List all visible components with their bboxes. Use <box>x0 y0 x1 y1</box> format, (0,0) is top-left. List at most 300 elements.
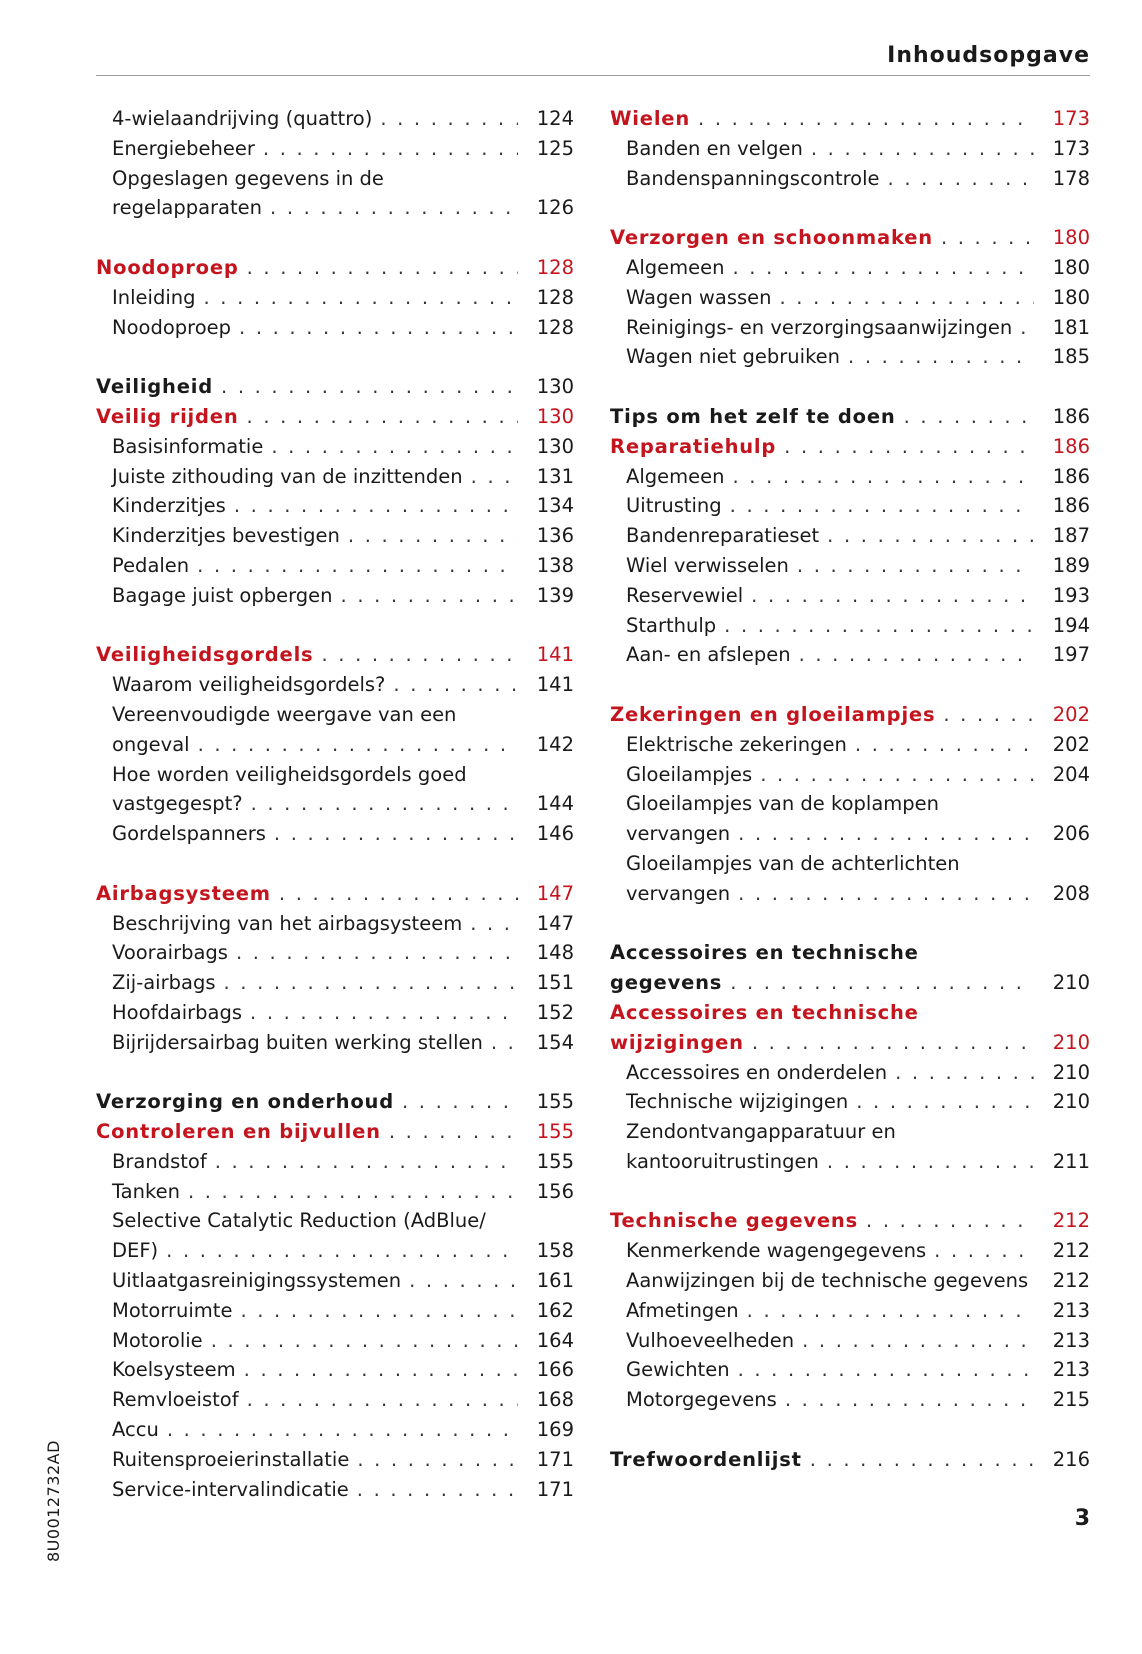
toc-chapter-entry[interactable] <box>610 223 1090 253</box>
toc-entry-page: 155 <box>536 1120 574 1144</box>
dot-leader <box>188 1177 518 1207</box>
toc-entry[interactable] <box>96 730 574 760</box>
toc-entry-label: Inleiding <box>96 283 203 313</box>
toc-entry[interactable] <box>610 1058 1090 1088</box>
toc-entry-label: ongeval <box>96 730 198 760</box>
toc-entry[interactable] <box>96 819 574 849</box>
dot-leader <box>471 462 518 492</box>
toc-right-column <box>610 104 1090 1475</box>
toc-entry-page: 181 <box>1052 315 1090 339</box>
dot-leader <box>247 1385 518 1415</box>
dot-leader <box>941 223 1034 253</box>
toc-entry-page: 139 <box>536 583 574 607</box>
toc-chapter-entry[interactable] <box>96 253 574 283</box>
toc-entry-page: 151 <box>536 971 574 995</box>
toc-entry-label: Opgeslagen gegevens in de <box>96 164 392 194</box>
toc-entry-page: 206 <box>1052 822 1090 846</box>
toc-entry-label: Uitrusting <box>610 491 730 521</box>
toc-entry-page: 128 <box>536 315 574 339</box>
toc-entry-label: Hoe worden veiligheidsgordels goed <box>96 760 475 790</box>
toc-entry-page: 208 <box>1052 881 1090 905</box>
dot-leader <box>409 1266 518 1296</box>
toc-entry[interactable] <box>96 760 574 790</box>
toc-chapter-entry[interactable] <box>610 1206 1090 1236</box>
dot-leader <box>263 134 518 164</box>
toc-entry-page: 162 <box>536 1298 574 1322</box>
toc-entry-label: Technische wijzigingen <box>610 1087 856 1117</box>
toc-entry-page: 189 <box>1052 553 1090 577</box>
toc-entry[interactable] <box>96 551 574 581</box>
toc-entry[interactable] <box>610 581 1090 611</box>
toc-entry-label: Bandenreparatieset <box>610 521 827 551</box>
toc-entry[interactable] <box>96 491 574 521</box>
toc-entry-label: Waarom veiligheidsgordels? <box>96 670 393 700</box>
toc-entry[interactable] <box>610 1266 1090 1296</box>
toc-entry-page: 169 <box>536 1418 574 1442</box>
toc-entry-label: Selective Catalytic Reduction (AdBlue/ <box>96 1206 494 1236</box>
toc-entry-label: Starthulp <box>610 611 724 641</box>
toc-entry-page: 210 <box>1052 971 1090 995</box>
dot-leader <box>389 1117 518 1147</box>
dot-leader <box>239 313 518 343</box>
toc-spacer <box>96 223 574 253</box>
dot-leader <box>240 1296 518 1326</box>
toc-entry-page: 141 <box>536 643 574 667</box>
toc-entry-page: 210 <box>1052 1060 1090 1084</box>
toc-spacer <box>96 342 574 372</box>
toc-entry[interactable] <box>610 1087 1090 1117</box>
toc-part-entry[interactable] <box>610 402 1090 432</box>
toc-entry-label: Remvloeistof <box>96 1385 247 1415</box>
page-header-title: Inhoudsopgave <box>887 43 1090 68</box>
dot-leader <box>738 819 1034 849</box>
toc-entry[interactable] <box>96 789 574 819</box>
toc-entry-page: 202 <box>1052 732 1090 756</box>
toc-entry[interactable] <box>610 164 1090 194</box>
toc-entry[interactable] <box>96 1177 574 1207</box>
toc-entry-label: Juiste zithouding van de inzittenden <box>96 462 471 492</box>
dot-leader <box>215 1147 518 1177</box>
toc-entry[interactable] <box>96 1445 574 1475</box>
dot-leader <box>732 462 1034 492</box>
dot-leader <box>797 551 1034 581</box>
header-divider <box>96 75 1090 76</box>
toc-entry-label: Verzorgen en schoonmaken <box>610 223 941 253</box>
toc-entry-page: 211 <box>1052 1149 1090 1173</box>
toc-entry-page: 185 <box>1052 345 1090 369</box>
dot-leader <box>198 730 518 760</box>
toc-entry[interactable] <box>96 521 574 551</box>
toc-entry-page: 193 <box>1052 583 1090 607</box>
toc-entry-page: 213 <box>1052 1298 1090 1322</box>
dot-leader <box>221 372 518 402</box>
toc-entry-page: 210 <box>1052 1030 1090 1054</box>
toc-entry-page: 173 <box>1052 136 1090 160</box>
toc-entry-page: 187 <box>1052 524 1090 548</box>
dot-leader <box>784 432 1034 462</box>
dot-leader <box>866 1206 1034 1236</box>
toc-spacer <box>610 372 1090 402</box>
toc-entry-page: 202 <box>1052 702 1090 726</box>
toc-entry[interactable] <box>96 998 574 1028</box>
toc-entry-label: Wiel verwisselen <box>610 551 797 581</box>
dot-leader <box>751 581 1034 611</box>
toc-spacer <box>96 849 574 879</box>
toc-entry-label: Reparatiehulp <box>610 432 784 462</box>
toc-entry-label: vervangen <box>610 819 738 849</box>
dot-leader <box>380 104 518 134</box>
toc-entry-label: Brandstof <box>96 1147 215 1177</box>
toc-entry[interactable] <box>96 968 574 998</box>
dot-leader <box>888 164 1034 194</box>
toc-entry-label: Banden en velgen <box>610 134 811 164</box>
toc-entry-label: Tanken <box>96 1177 188 1207</box>
dot-leader <box>738 879 1034 909</box>
toc-entry-label: Trefwoordenlijst <box>610 1445 810 1475</box>
toc-entry-label: DEF) <box>96 1236 166 1266</box>
document-code: 8U0012732AD <box>44 1440 63 1562</box>
toc-entry-page: 130 <box>536 434 574 458</box>
dot-leader <box>738 1355 1034 1385</box>
dot-leader <box>357 1445 518 1475</box>
dot-leader <box>895 1058 1034 1088</box>
toc-entry-label: gegevens <box>610 968 730 998</box>
toc-entry[interactable] <box>96 193 574 223</box>
toc-entry-page: 130 <box>536 375 574 399</box>
toc-chapter-entry[interactable] <box>96 1117 574 1147</box>
dot-leader <box>724 611 1034 641</box>
toc-entry-label: Voorairbags <box>96 938 236 968</box>
toc-entry-page: 134 <box>536 494 574 518</box>
toc-entry-label: Bijrijdersairbag buiten werking stellen <box>96 1028 491 1058</box>
toc-entry[interactable] <box>610 640 1090 670</box>
dot-leader <box>730 968 1034 998</box>
dot-leader <box>1020 313 1034 343</box>
toc-entry[interactable] <box>96 283 574 313</box>
toc-entry-label: Veiligheid <box>96 372 221 402</box>
toc-entry-label: Motorruimte <box>96 1296 240 1326</box>
toc-entry[interactable] <box>610 849 1090 879</box>
toc-entry-label: Algemeen <box>610 253 732 283</box>
toc-entry[interactable] <box>96 1415 574 1445</box>
toc-entry-label: Noodoproep <box>96 313 239 343</box>
toc-entry-label: Zij-airbags <box>96 968 223 998</box>
dot-leader <box>698 104 1034 134</box>
dot-leader <box>904 402 1034 432</box>
toc-entry-label: Accessoires en technische <box>610 938 927 968</box>
toc-entry-label: Gordelspanners <box>96 819 274 849</box>
toc-entry[interactable] <box>610 819 1090 849</box>
toc-entry-page: 125 <box>536 136 574 160</box>
toc-entry[interactable] <box>610 1296 1090 1326</box>
toc-part-entry[interactable] <box>610 1445 1090 1475</box>
toc-entry-page: 128 <box>536 255 574 279</box>
toc-entry[interactable] <box>96 1236 574 1266</box>
toc-entry-label: Wielen <box>610 104 698 134</box>
toc-part-entry[interactable] <box>610 938 1090 968</box>
toc-entry-label: Hoofdairbags <box>96 998 250 1028</box>
toc-entry-page: 212 <box>1052 1239 1090 1263</box>
toc-entry[interactable] <box>96 700 574 730</box>
toc-entry-page: 210 <box>1052 1090 1090 1114</box>
toc-entry[interactable] <box>610 1355 1090 1385</box>
toc-entry-page: 128 <box>536 285 574 309</box>
toc-part-entry[interactable] <box>96 372 574 402</box>
toc-spacer <box>610 1415 1090 1445</box>
toc-entry[interactable] <box>96 1475 574 1505</box>
dot-leader <box>223 968 518 998</box>
toc-entry[interactable] <box>610 1236 1090 1266</box>
toc-entry-label: Aan- en afslepen <box>610 640 799 670</box>
toc-entry[interactable] <box>610 551 1090 581</box>
dot-leader <box>270 193 518 223</box>
toc-entry-label: Kenmerkende wagengegevens <box>610 1236 934 1266</box>
toc-entry[interactable] <box>610 283 1090 313</box>
dot-leader <box>166 1236 518 1266</box>
toc-entry-page: 147 <box>536 911 574 935</box>
toc-entry-label: Energiebeheer <box>96 134 263 164</box>
toc-entry-label: Wagen niet gebruiken <box>610 342 848 372</box>
dot-leader <box>274 819 518 849</box>
toc-entry-label: Wagen wassen <box>610 283 780 313</box>
dot-leader <box>203 283 518 313</box>
toc-entry-page: 180 <box>1052 226 1090 250</box>
toc-entry-page: 215 <box>1052 1388 1090 1412</box>
toc-entry-page: 197 <box>1052 643 1090 667</box>
dot-leader <box>491 1028 518 1058</box>
toc-entry-page: 171 <box>536 1477 574 1501</box>
toc-entry[interactable] <box>610 521 1090 551</box>
toc-entry-label: Gloeilampjes van de achterlichten <box>610 849 968 879</box>
toc-entry[interactable] <box>610 789 1090 819</box>
toc-chapter-entry[interactable] <box>96 879 574 909</box>
toc-entry[interactable] <box>610 1326 1090 1356</box>
dot-leader <box>236 938 518 968</box>
dot-leader <box>785 1385 1034 1415</box>
toc-entry[interactable] <box>610 1385 1090 1415</box>
toc-entry-label: Aanwijzingen bij de technische gegevens <box>610 1266 1034 1296</box>
toc-entry[interactable] <box>96 909 574 939</box>
toc-entry[interactable] <box>96 1147 574 1177</box>
toc-entry-page: 142 <box>536 732 574 756</box>
dot-leader <box>341 581 518 611</box>
toc-entry-page: 216 <box>1052 1447 1090 1471</box>
toc-chapter-entry[interactable] <box>610 104 1090 134</box>
toc-entry-page: 147 <box>536 881 574 905</box>
toc-entry-page: 212 <box>1052 1209 1090 1233</box>
toc-chapter-entry[interactable] <box>610 432 1090 462</box>
toc-entry-page: 212 <box>1052 1269 1090 1293</box>
toc-entry[interactable] <box>96 313 574 343</box>
toc-entry-page: 152 <box>536 1000 574 1024</box>
toc-entry[interactable] <box>610 1117 1090 1147</box>
toc-entry-label: Verzorging en onderhoud <box>96 1087 402 1117</box>
toc-entry-page: 161 <box>536 1269 574 1293</box>
toc-chapter-entry[interactable] <box>96 640 574 670</box>
dot-leader <box>247 253 518 283</box>
toc-spacer <box>610 909 1090 939</box>
toc-entry[interactable] <box>96 581 574 611</box>
toc-entry-page: 155 <box>536 1090 574 1114</box>
toc-entry-page: 131 <box>536 464 574 488</box>
toc-entry-page: 141 <box>536 673 574 697</box>
toc-entry[interactable] <box>96 432 574 462</box>
toc-entry[interactable] <box>610 1147 1090 1177</box>
toc-entry[interactable] <box>610 253 1090 283</box>
dot-leader <box>279 879 518 909</box>
toc-entry-label: Veiligheidsgordels <box>96 640 321 670</box>
toc-entry-label: Bandenspanningscontrole <box>610 164 888 194</box>
toc-entry[interactable] <box>610 313 1090 343</box>
toc-entry-page: 158 <box>536 1239 574 1263</box>
toc-entry[interactable] <box>610 879 1090 909</box>
toc-entry[interactable] <box>96 1326 574 1356</box>
dot-leader <box>251 789 518 819</box>
dot-leader <box>934 1236 1034 1266</box>
dot-leader <box>760 760 1034 790</box>
toc-entry-page: 166 <box>536 1358 574 1382</box>
toc-entry-label: Reinigings- en verzorgingsaanwijzingen <box>610 313 1020 343</box>
toc-part-entry[interactable] <box>96 1087 574 1117</box>
toc-entry[interactable] <box>610 491 1090 521</box>
toc-entry[interactable] <box>96 1355 574 1385</box>
toc-entry-label: Basisinformatie <box>96 432 271 462</box>
toc-entry-label: Pedalen <box>96 551 197 581</box>
toc-entry[interactable] <box>96 1385 574 1415</box>
dot-leader <box>393 670 518 700</box>
toc-entry-label: Service-intervalindicatie <box>96 1475 357 1505</box>
toc-entry-label: Motorgegevens <box>610 1385 785 1415</box>
toc-entry-label: regelapparaten <box>96 193 270 223</box>
toc-entry-label: vastgegespt? <box>96 789 251 819</box>
toc-entry-page: 154 <box>536 1030 574 1054</box>
dot-leader <box>732 253 1034 283</box>
toc-entry-page: 213 <box>1052 1358 1090 1382</box>
toc-entry-label: Kinderzitjes bevestigen <box>96 521 348 551</box>
toc-entry-page: 173 <box>1052 107 1090 130</box>
toc-entry-label: Afmetingen <box>610 1296 747 1326</box>
toc-entry[interactable] <box>96 104 574 134</box>
toc-entry[interactable] <box>96 134 574 164</box>
dot-leader <box>234 491 518 521</box>
toc-entry-label: Accu <box>96 1415 167 1445</box>
toc-entry-page: 213 <box>1052 1328 1090 1352</box>
toc-entry-label: Gewichten <box>610 1355 738 1385</box>
toc-entry-page: 180 <box>1052 255 1090 279</box>
toc-entry[interactable] <box>610 462 1090 492</box>
dot-leader <box>943 700 1034 730</box>
toc-entry-label: Beschrijving van het airbagsysteem <box>96 909 470 939</box>
toc-entry-label: vervangen <box>610 879 738 909</box>
toc-entry[interactable] <box>96 1266 574 1296</box>
toc-chapter-entry[interactable] <box>610 998 1090 1028</box>
dot-leader <box>856 1087 1034 1117</box>
toc-entry-label: Tips om het zelf te doen <box>610 402 904 432</box>
toc-entry[interactable] <box>96 1296 574 1326</box>
toc-entry-label: kantooruitrustingen <box>610 1147 827 1177</box>
toc-entry-label: Gloeilampjes van de koplampen <box>610 789 947 819</box>
toc-left-column <box>96 104 574 1504</box>
toc-entry-page: 156 <box>536 1179 574 1203</box>
toc-entry[interactable] <box>96 938 574 968</box>
page-number: 3 <box>1074 1506 1090 1531</box>
toc-entry-page: 136 <box>536 524 574 548</box>
toc-part-entry[interactable] <box>610 968 1090 998</box>
toc-entry-label: Vulhoeveelheden <box>610 1326 802 1356</box>
dot-leader <box>357 1475 518 1505</box>
dot-leader <box>799 640 1034 670</box>
toc-entry-label: Zekeringen en gloeilampjes <box>610 700 943 730</box>
toc-entry[interactable] <box>610 730 1090 760</box>
dot-leader <box>271 432 518 462</box>
dot-leader <box>855 730 1034 760</box>
dot-leader <box>470 909 518 939</box>
dot-leader <box>244 1355 518 1385</box>
toc-entry[interactable] <box>610 134 1090 164</box>
toc-entry-page: 124 <box>536 107 574 130</box>
dot-leader <box>321 640 518 670</box>
toc-spacer <box>96 611 574 641</box>
toc-entry-page: 186 <box>1052 494 1090 518</box>
toc-entry-label: Accessoires en technische <box>610 998 927 1028</box>
toc-entry-page: 126 <box>536 196 574 220</box>
toc-spacer <box>96 1058 574 1088</box>
dot-leader <box>402 1087 518 1117</box>
toc-entry[interactable] <box>610 611 1090 641</box>
toc-entry-label: Uitlaatgasreinigingssystemen <box>96 1266 409 1296</box>
toc-entry[interactable] <box>96 1206 574 1236</box>
toc-chapter-entry[interactable] <box>610 700 1090 730</box>
dot-leader <box>827 1147 1034 1177</box>
dot-leader <box>211 1326 518 1356</box>
toc-entry[interactable] <box>96 164 574 194</box>
toc-entry-page: 138 <box>536 553 574 577</box>
toc-chapter-entry[interactable] <box>96 402 574 432</box>
toc-entry-label: Zendontvangapparatuur en <box>610 1117 904 1147</box>
toc-entry-label: Koelsysteem <box>96 1355 244 1385</box>
toc-entry-label: Ruitensproeierinstallatie <box>96 1445 357 1475</box>
toc-entry-label: Airbagsysteem <box>96 879 279 909</box>
toc-entry-label: Controleren en bijvullen <box>96 1117 389 1147</box>
dot-leader <box>811 134 1034 164</box>
toc-entry[interactable] <box>96 670 574 700</box>
toc-entry[interactable] <box>96 1028 574 1058</box>
toc-spacer <box>610 670 1090 700</box>
dot-leader <box>247 402 518 432</box>
toc-entry-label: Bagage juist opbergen <box>96 581 341 611</box>
toc-entry[interactable] <box>610 342 1090 372</box>
dot-leader <box>747 1296 1034 1326</box>
toc-entry-page: 155 <box>536 1149 574 1173</box>
toc-entry-page: 146 <box>536 822 574 846</box>
toc-entry-label: Elektrische zekeringen <box>610 730 855 760</box>
toc-spacer <box>610 193 1090 223</box>
toc-entry[interactable] <box>96 462 574 492</box>
toc-entry-page: 186 <box>1052 404 1090 428</box>
dot-leader <box>348 521 518 551</box>
toc-chapter-entry[interactable] <box>610 1028 1090 1058</box>
dot-leader <box>810 1445 1034 1475</box>
toc-entry-page: 178 <box>1052 166 1090 190</box>
toc-entry-page: 194 <box>1052 613 1090 637</box>
toc-entry[interactable] <box>610 760 1090 790</box>
toc-entry-page: 168 <box>536 1388 574 1412</box>
toc-entry-page: 186 <box>1052 434 1090 458</box>
toc-entry-page: 144 <box>536 792 574 816</box>
toc-entry-page: 204 <box>1052 762 1090 786</box>
dot-leader <box>167 1415 518 1445</box>
toc-entry-label: Veilig rijden <box>96 402 247 432</box>
